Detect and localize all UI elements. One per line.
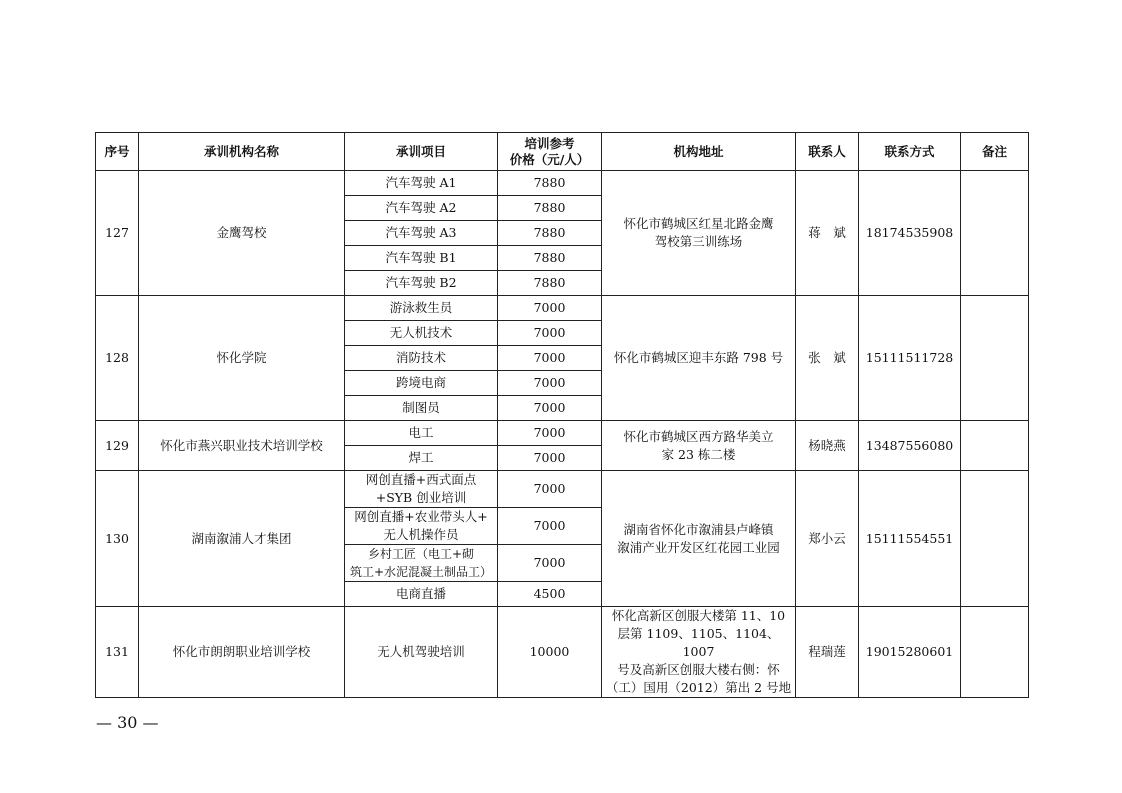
contact-cell: 杨晓燕 [796, 421, 859, 471]
price-cell: 7000 [498, 321, 602, 346]
row-no: 130 [96, 471, 139, 607]
table-row [96, 171, 1029, 196]
project-cell: 网创直播+西式面点 +SYB 创业培训 [345, 471, 498, 508]
row-no: 129 [96, 421, 139, 471]
phone-cell: 13487556080 [859, 421, 961, 471]
project-cell: 消防技术 [345, 346, 498, 371]
project-cell: 跨境电商 [345, 371, 498, 396]
training-institution-table [95, 132, 1029, 698]
header-no: 序号 [96, 133, 139, 171]
project-cell: 焊工 [345, 446, 498, 471]
project-cell: 汽车驾驶 A1 [345, 171, 498, 196]
project-cell: 汽车驾驶 B2 [345, 271, 498, 296]
price-cell: 10000 [498, 607, 602, 698]
header-project: 承训项目 [345, 133, 498, 171]
header-org: 承训机构名称 [139, 133, 345, 171]
header-price: 培训参考 价格（元/人） [498, 133, 602, 171]
price-cell: 7880 [498, 246, 602, 271]
phone-cell: 15111554551 [859, 471, 961, 607]
note-cell [961, 421, 1029, 471]
table-header-row [96, 133, 1029, 171]
address-cell: 湖南省怀化市溆浦县卢峰镇 溆浦产业开发区红花园工业园 [602, 471, 796, 607]
org-name: 怀化市朗朗职业培训学校 [139, 607, 345, 698]
project-cell: 制图员 [345, 396, 498, 421]
project-cell: 电工 [345, 421, 498, 446]
project-cell: 电商直播 [345, 582, 498, 607]
header-phone: 联系方式 [859, 133, 961, 171]
project-cell: 游泳救生员 [345, 296, 498, 321]
table-row [96, 296, 1029, 321]
project-cell: 网创直播+农业带头人+ 无人机操作员 [345, 508, 498, 545]
project-cell: 无人机技术 [345, 321, 498, 346]
contact-cell: 张 斌 [796, 296, 859, 421]
contact-cell: 蒋 斌 [796, 171, 859, 296]
header-address: 机构地址 [602, 133, 796, 171]
phone-cell: 15111511728 [859, 296, 961, 421]
project-cell: 汽车驾驶 A2 [345, 196, 498, 221]
header-note: 备注 [961, 133, 1029, 171]
note-cell [961, 607, 1029, 698]
org-name: 湖南溆浦人才集团 [139, 471, 345, 607]
page-number: — 30 — [96, 713, 159, 732]
address-cell: 怀化高新区创服大楼第 11、10 层第 1109、1105、1104、1007 号及高新区创服大楼右侧：怀 （工）国用（2012）第出 2 号地 [602, 607, 796, 698]
row-no: 127 [96, 171, 139, 296]
contact-cell: 程瑞莲 [796, 607, 859, 698]
price-cell: 7000 [498, 346, 602, 371]
table-row [96, 607, 1029, 698]
org-name: 金鹰驾校 [139, 171, 345, 296]
table-row [96, 421, 1029, 446]
org-name: 怀化市燕兴职业技术培训学校 [139, 421, 345, 471]
address-cell: 怀化市鹤城区迎丰东路 798 号 [602, 296, 796, 421]
price-cell: 7000 [498, 446, 602, 471]
project-cell: 无人机驾驶培训 [345, 607, 498, 698]
project-cell: 乡村工匠（电工+砌 筑工+水泥混凝土制品工） [345, 545, 498, 582]
price-cell: 4500 [498, 582, 602, 607]
address-cell: 怀化市鹤城区红星北路金鹰 驾校第三训练场 [602, 171, 796, 296]
price-cell: 7880 [498, 271, 602, 296]
contact-cell: 郑小云 [796, 471, 859, 607]
row-no: 128 [96, 296, 139, 421]
header-contact: 联系人 [796, 133, 859, 171]
price-cell: 7000 [498, 371, 602, 396]
note-cell [961, 171, 1029, 296]
price-cell: 7000 [498, 396, 602, 421]
project-cell: 汽车驾驶 A3 [345, 221, 498, 246]
price-cell: 7000 [498, 508, 602, 545]
phone-cell: 18174535908 [859, 171, 961, 296]
price-cell: 7000 [498, 471, 602, 508]
note-cell [961, 471, 1029, 607]
price-cell: 7880 [498, 221, 602, 246]
org-name: 怀化学院 [139, 296, 345, 421]
note-cell [961, 296, 1029, 421]
price-cell: 7000 [498, 421, 602, 446]
price-cell: 7000 [498, 545, 602, 582]
table-row [96, 471, 1029, 508]
price-cell: 7880 [498, 171, 602, 196]
price-cell: 7000 [498, 296, 602, 321]
row-no: 131 [96, 607, 139, 698]
price-cell: 7880 [498, 196, 602, 221]
project-cell: 汽车驾驶 B1 [345, 246, 498, 271]
phone-cell: 19015280601 [859, 607, 961, 698]
address-cell: 怀化市鹤城区西方路华美立 家 23 栋二楼 [602, 421, 796, 471]
